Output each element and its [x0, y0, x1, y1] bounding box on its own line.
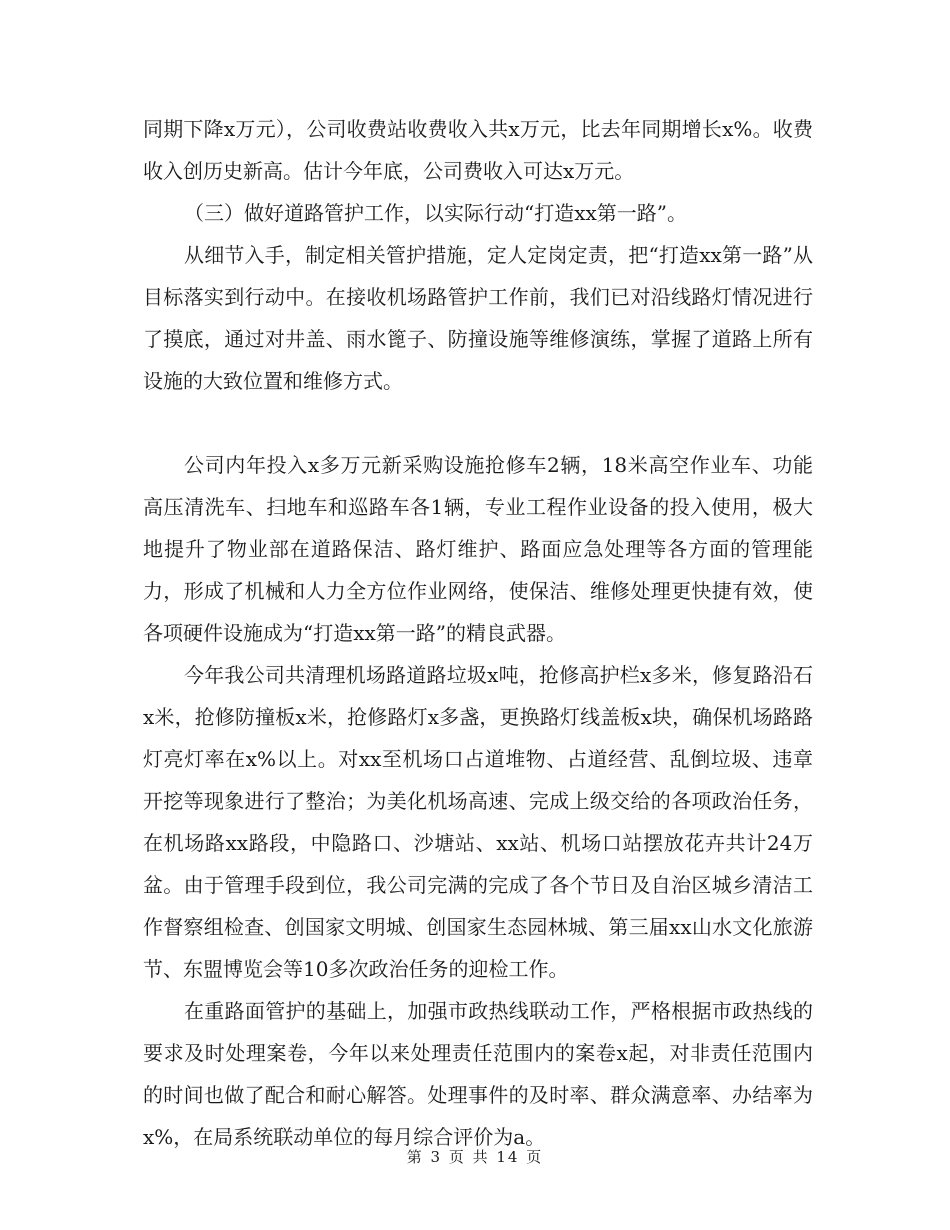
paragraph-maintenance-measures: 从细节入手，制定相关管护措施，定人定岗定责，把“打造xx第一路”从目标落实到行动中。在接收机场路管护工作前，我们已对沿线路灯情况进行了摸底，通过对井盖、雨水篦子、防撞设施等维修演练，掌握了道路上所有设施的大致位置和维修方式。	[143, 243, 813, 393]
paragraph-revenue: 同期下降x万元），公司收费站收费收入共x万元，比去年同期增长x%。收费收入创历史新高。估计今年底，公司费收入可达x万元。	[143, 117, 813, 183]
section-heading-road-maintenance: （三）做好道路管护工作，以实际行动“打造xx第一路”。	[184, 201, 688, 225]
paragraph-equipment-investment: 公司内年投入x多万元新采购设施抢修车2辆，18米高空作业车、功能高压清洗车、扫地车和巡路车各1辆，专业工程作业设备的投入使用，极大地提升了物业部在道路保洁、路灯维护、路面应急处理等各方面的管理能力，形成了机械和人力全方位作业网络，使保洁、维修处理更快捷有效，使各项硬件设施成为“打造xx第一路”的精良武器。	[143, 453, 813, 645]
paragraph-hotline-linkage: 在重路面管护的基础上，加强市政热线联动工作，严格根据市政热线的要求及时处理案卷，今年以来处理责任范围内的案卷x起，对非责任范围内的时间也做了配合和耐心解答。处理事件的及时率、群众满意率、办结率为x%，在局系统联动单位的每月综合评价为a。	[143, 999, 813, 1149]
page-number-footer: 第 3 页 共 14 页	[406, 1148, 544, 1166]
paragraph-road-cleanup: 今年我公司共清理机场路道路垃圾x吨，抢修高护栏x多米，修复路沿石x米，抢修防撞板x米，抢修路灯x多盏，更换路灯线盖板x块，确保机场路路灯亮灯率在x%以上。对xx至机场口占道堆物、占道经营、乱倒垃圾、违章开挖等现象进行了整治；为美化机场高速、完成上级交给的各项政治任务，在机场路xx路段，中隐路口、沙塘站、xx站、机场口站摆放花卉共计24万盆。由于管理手段到位，我公司完满的完成了各个节日及自治区城乡清洁工作督察组检查、创国家文明城、创国家生态园林城、第三届xx山水文化旅游节、东盟博览会等10多次政治任务的迎检工作。	[143, 663, 813, 981]
paragraph-spacer	[143, 402, 813, 444]
document-body	[143, 108, 813, 1158]
